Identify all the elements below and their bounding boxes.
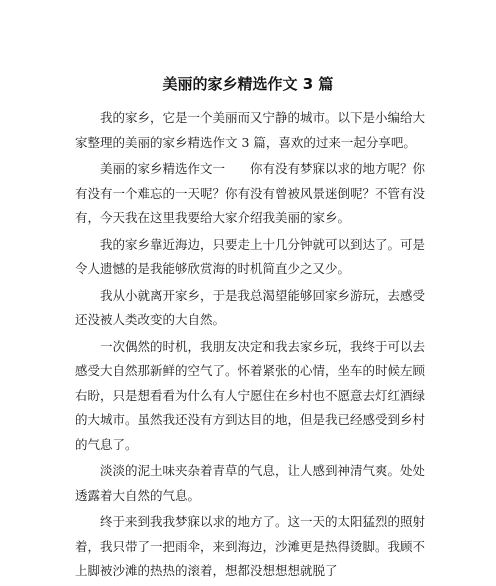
document-body: [75, 106, 425, 586]
paragraph-countryside-air: 淡淡的泥土味夹杂着青草的气息，让人感到神清气爽。处处透露着大自然的气息。: [75, 463, 426, 503]
paragraph-essay-one-opening: 美丽的家乡精选作文一 你有没有梦寐以求的地方呢？你有没有一个难忘的一天呢？你有没有曾被风景迷倒呢？不管有没有，今天我在这里我要给大家介绍我美丽的家乡。: [75, 161, 426, 225]
document-title: 美丽的家乡精选作文 3 篇: [162, 75, 334, 93]
paragraph-leaving-home: 我从小就离开家乡，于是我总渴望能够回家乡游玩，去感受还没被人类改变的大自然。: [75, 287, 426, 327]
paragraph-beach: 终于来到我我梦寐以求的地方了。这一天的太阳猛烈的照射着，我只带了一把雨伞，来到海边，沙滩更是热得烫脚。我顾不上脚被沙滩的热热的滚着，想都没想想想就脱了: [75, 514, 426, 578]
paragraph-trip: 一次偶然的时机，我朋友决定和我去家乡玩，我终于可以去感受大自然那新鲜的空气了。怀着紧张的心情，坐车的时候左顾右盼，只是想看看为什么有人宁愿住在乡村也不愿意去灯红酒绿的大城市。虽然我还没有方到达目的地，但是我已经感受到乡村的气息了。: [75, 338, 426, 452]
paragraph-intro: 我的家乡，它是一个美丽而又宁静的城市。以下是小编给大家整理的美丽的家乡精选作文 3 篇，喜欢的过来一起分享吧。: [75, 110, 426, 150]
paragraph-seaside: 我的家乡靠近海边，只要走上十几分钟就可以到达了。可是令人遗憾的是我能够欣赏海的时机简直少之又少。: [75, 236, 426, 276]
